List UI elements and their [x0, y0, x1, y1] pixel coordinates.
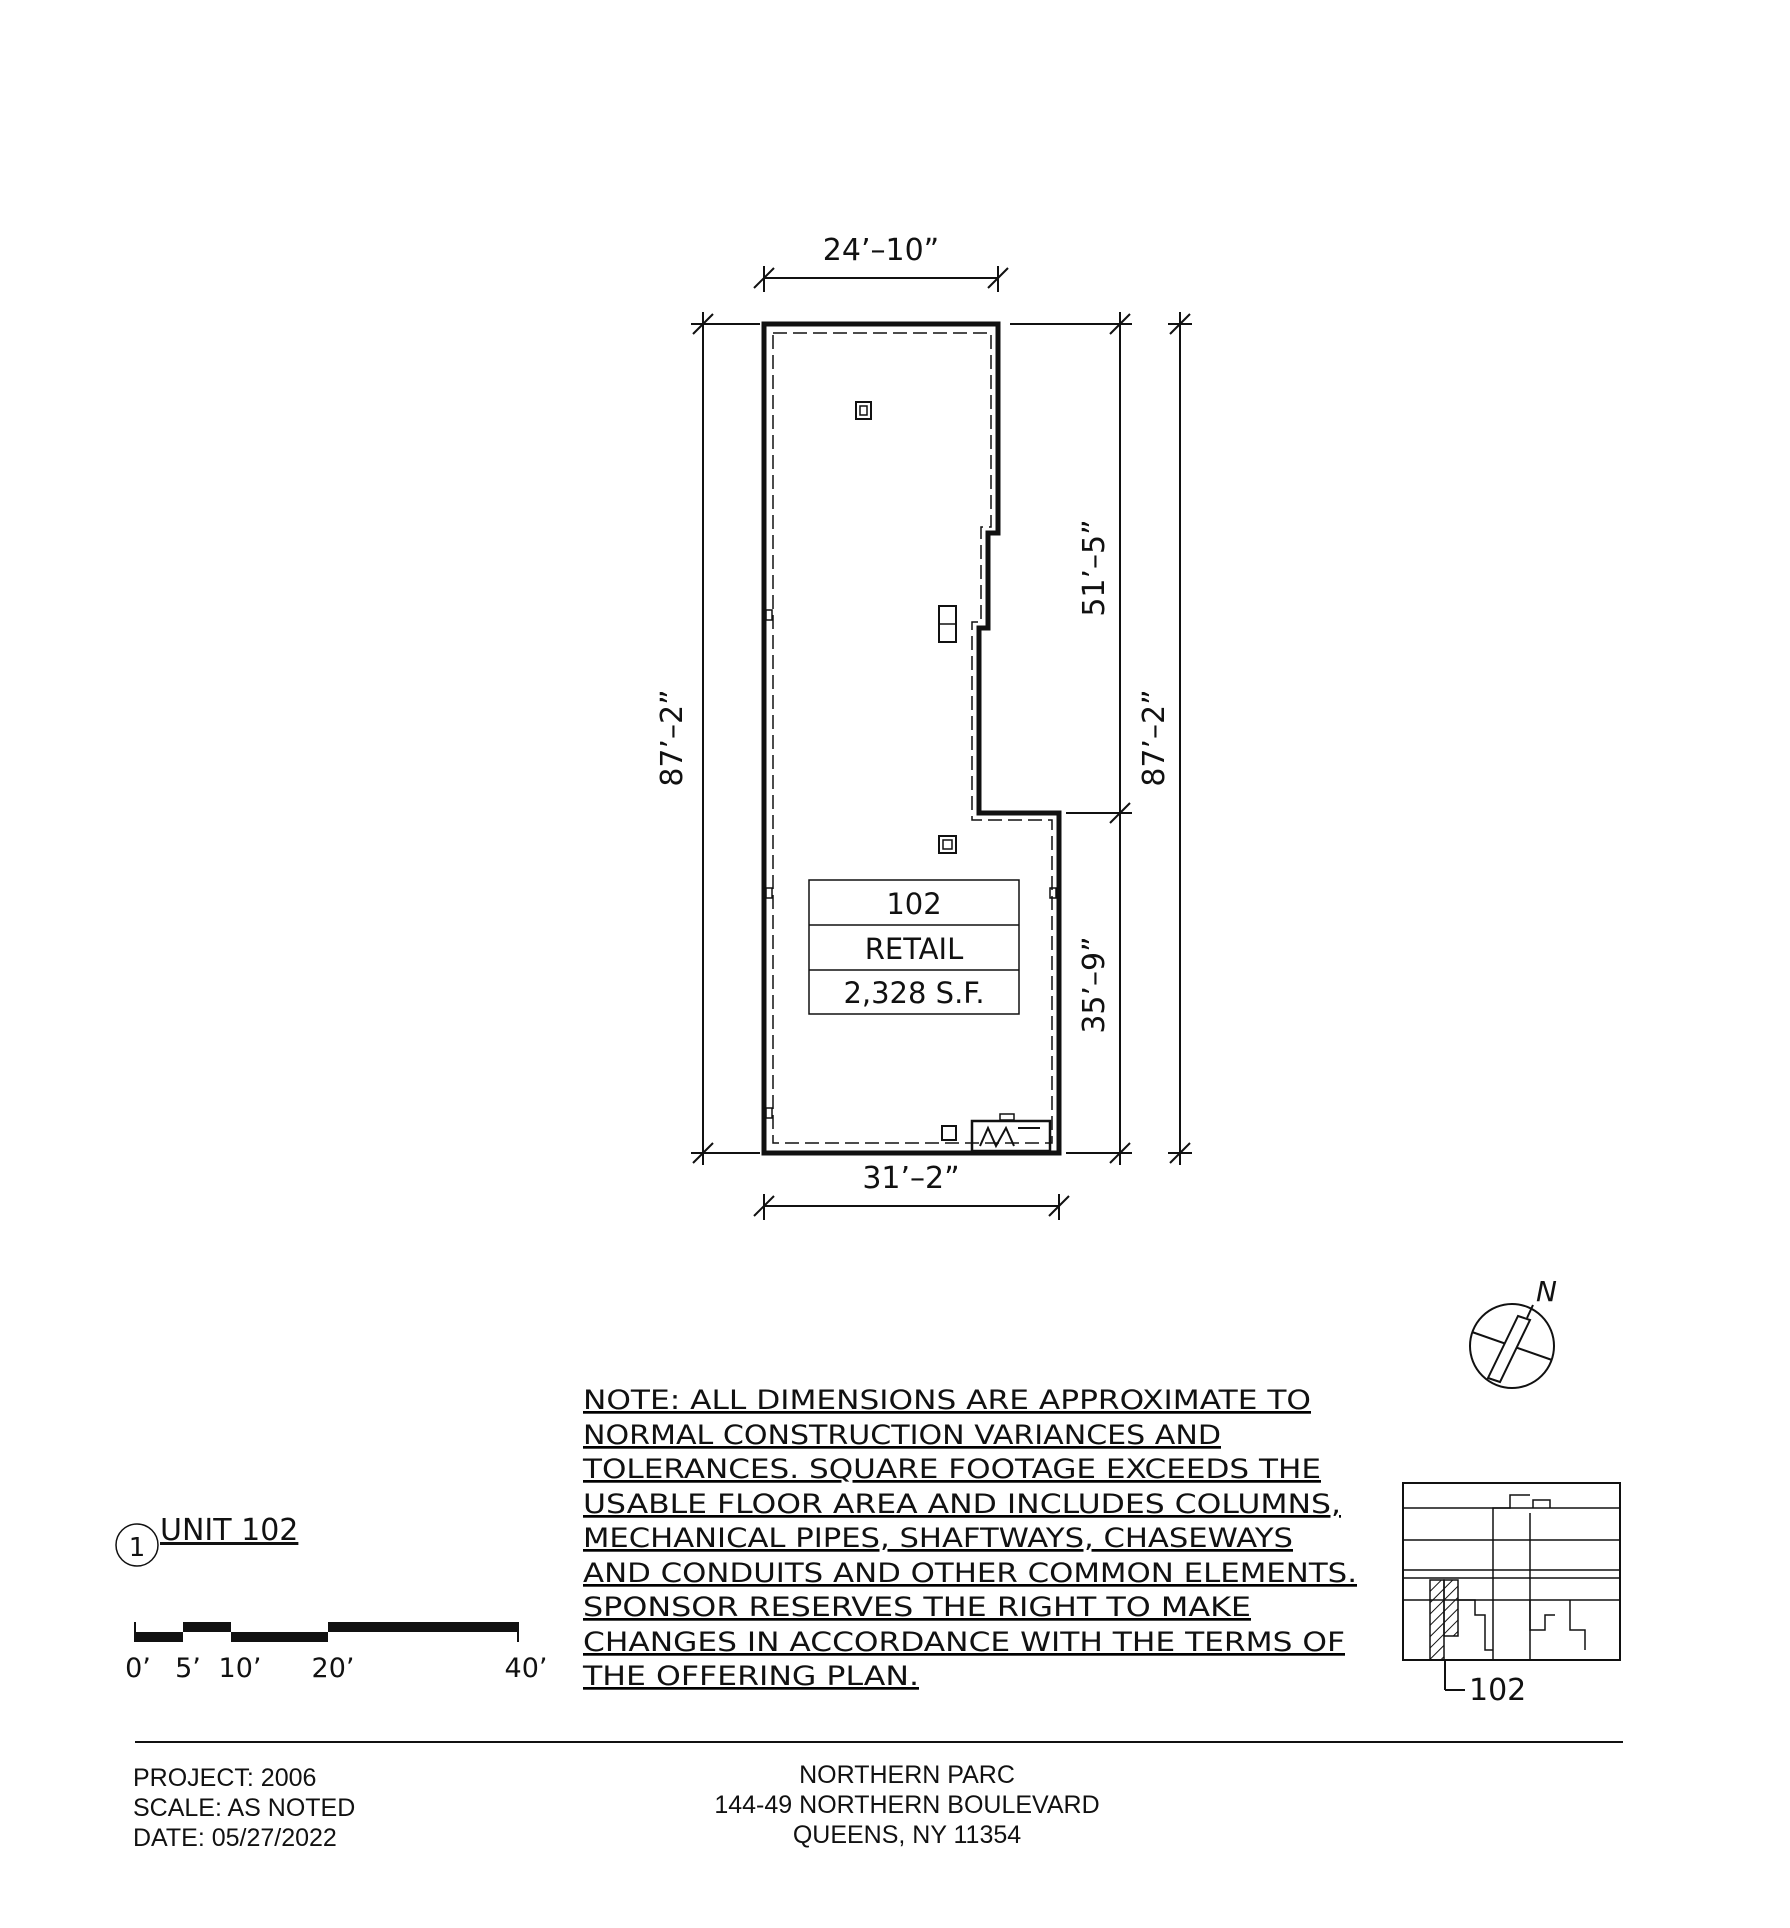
note-line: SPONSOR RESERVES THE RIGHT TO MAKE: [583, 1592, 1251, 1623]
note-line: NORMAL CONSTRUCTION VARIANCES AND: [583, 1420, 1221, 1451]
drawing-title-text: UNIT 102: [160, 1513, 299, 1548]
north-arrow: [1470, 1275, 1557, 1388]
room-tag: [809, 880, 1019, 1014]
scale-bar: [125, 1622, 547, 1684]
note-line: CHANGES IN ACCORDANCE WITH THE TERMS OF: [583, 1627, 1345, 1658]
dim-right-upper: 51’–5”: [1077, 519, 1112, 617]
floor-plan: [764, 324, 1059, 1153]
key-plan: [1403, 1483, 1620, 1708]
scale-label-40: 40’: [504, 1653, 548, 1684]
scale-note: SCALE: AS NOTED: [133, 1794, 356, 1822]
note-line: NOTE: ALL DIMENSIONS ARE APPROXIMATE TO: [583, 1385, 1311, 1416]
room-use: RETAIL: [864, 932, 964, 966]
note-line: MECHANICAL PIPES, SHAFTWAYS, CHASEWAYS: [583, 1523, 1293, 1554]
dim-right-total: 87’–2”: [1137, 689, 1172, 787]
unit-inner-wall: [773, 333, 1052, 1143]
scale-label-5: 5’: [175, 1653, 201, 1684]
date: DATE: 05/27/2022: [133, 1824, 337, 1852]
project-address: 144-49 NORTHERN BOULEVARD: [714, 1791, 1100, 1819]
room-area: 2,328 S.F.: [843, 976, 985, 1010]
drawing-number: 1: [128, 1533, 146, 1563]
entry-door: [942, 1114, 1050, 1151]
unit-outline: [764, 324, 1059, 1153]
note-line: TOLERANCES. SQUARE FOOTAGE EXCEEDS THE: [581, 1454, 1321, 1485]
dim-left-height: 87’–2”: [655, 689, 690, 787]
project-name: NORTHERN PARC: [799, 1761, 1015, 1789]
project-number: PROJECT: 2006: [133, 1764, 317, 1792]
dim-bottom-width: 31’–2”: [862, 1161, 960, 1196]
project-city: QUEENS, NY 11354: [792, 1821, 1022, 1849]
dim-right-lower: 35’–9”: [1077, 936, 1112, 1034]
scale-label-0: 0’: [125, 1653, 151, 1684]
note-line: AND CONDUITS AND OTHER COMMON ELEMENTS.: [583, 1558, 1357, 1589]
drawing-title: [116, 1513, 298, 1566]
note-line: USABLE FLOOR AREA AND INCLUDES COLUMNS,: [583, 1489, 1341, 1520]
note-block: [582, 1385, 1357, 1692]
note-line: THE OFFERING PLAN.: [581, 1661, 919, 1692]
title-block: [133, 1761, 1100, 1852]
scale-label-20: 20’: [311, 1653, 355, 1684]
room-number: 102: [886, 887, 942, 921]
north-label: N: [1536, 1275, 1557, 1308]
key-plan-label: 102: [1469, 1673, 1527, 1708]
dim-top-width: 24’–10”: [822, 233, 940, 268]
scale-label-10: 10’: [218, 1653, 262, 1684]
